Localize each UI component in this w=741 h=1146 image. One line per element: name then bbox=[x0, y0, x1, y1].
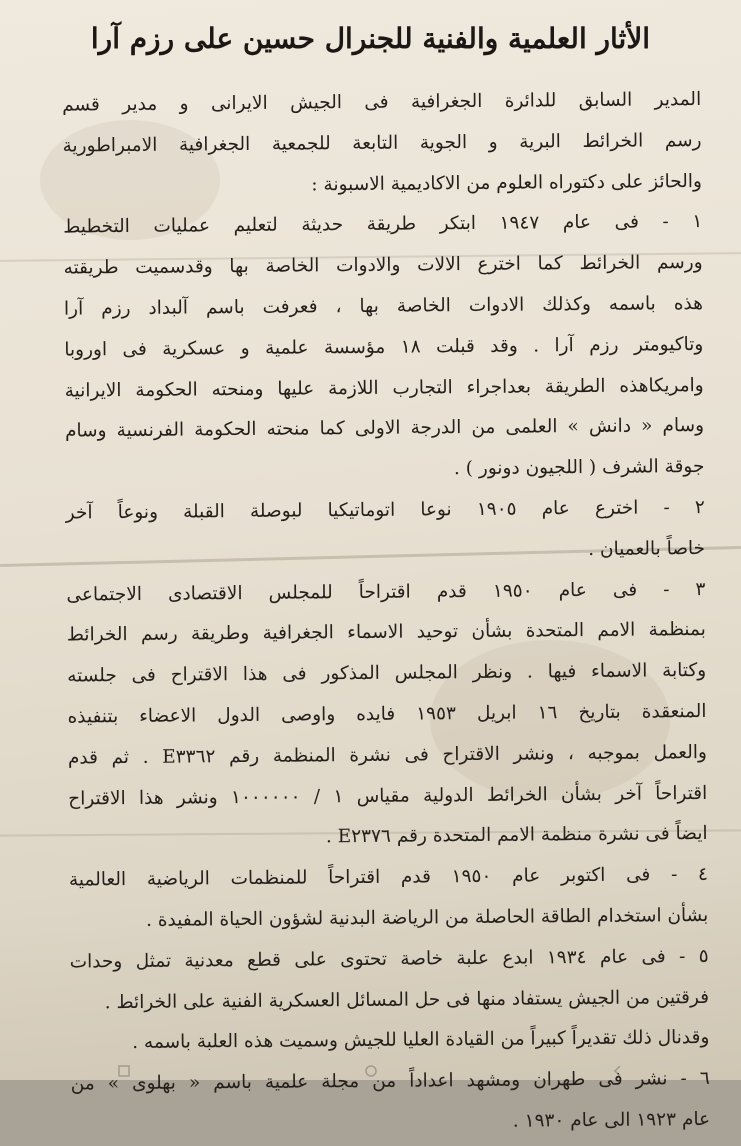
text-line: وسام « دانش » العلمى من الدرجة الاولى كما منحته الحكومة الفرنسية وسام bbox=[64, 415, 705, 442]
text-line: ١ - فى عام ١٩٤٧ ابتكر طريقة حديثة لتعليم عمليات التخطيط bbox=[63, 211, 703, 238]
text-line: ٣ - فى عام ١٩٥٠ قدم اقتراحاً للمجلس الاقتصادى الاجتماعى bbox=[66, 578, 706, 606]
text-line: وامريكاهذه الطريقة بعداجراء التجارب اللازمة عليها ومنحته الحكومة الايرانية bbox=[64, 374, 704, 402]
text-line: المدير السابق للدائرة الجغرافية فى الجيش الايرانى و مدير قسم bbox=[62, 88, 702, 116]
text-line: اقتراحاً آخر بشأن الخرائط الدولية مقياس ١ / ١٠٠٠٠٠٠ ونشر هذا الاقتراح bbox=[68, 782, 708, 810]
home-icon[interactable] bbox=[364, 1064, 378, 1078]
android-nav-bar bbox=[0, 1062, 741, 1080]
document-body bbox=[62, 80, 710, 1146]
text-line: رسم الخرائط البرية و الجوية التابعة للجمعية الجغرافية الامبراطورية bbox=[62, 129, 702, 157]
document-title: الأثار العلمية والفنية للجنرال حسين على رزم آرا bbox=[90, 22, 651, 55]
text-line: والعمل بموجبه ، ونشر الاقتراح فى نشرة المنظمة رقم E٣٣٦٢ . ثم قدم bbox=[67, 741, 707, 769]
text-line: خاصاً بالعميان . bbox=[588, 537, 706, 560]
text-line: والحائز على دكتوراه العلوم من الاكاديمية الاسبونة : bbox=[311, 170, 702, 195]
text-line: بمنظمة الامم المتحدة بشأن توحيد الاسماء الجغرافية وطريقة رسم الخرائط bbox=[66, 619, 706, 646]
text-line: ٥ - فى عام ١٩٣٤ ابدع علبة خاصة تحتوى على قطع معدنية تمثل وحدات bbox=[69, 945, 709, 973]
text-line: وكتابة الاسماء فيها . ونظر المجلس المذكور فى هذا الاقتراح فى جلسته bbox=[67, 660, 707, 687]
text-line: فرقتين من الجيش يستفاد منها فى حل المسائل العسكرية الفنية على الخرائط . bbox=[104, 986, 710, 1013]
text-line: بشأن استخدام الطاقة الحاصلة من الرياضة البدنية لشؤون الحياة المفيدة . bbox=[145, 904, 709, 931]
text-line: هذه باسمه وكذلك الادوات الخاصة بها ، فعرفت باسم آلبداد رزم آرا bbox=[63, 292, 704, 320]
text-line: ايضاً فى نشرة منظمة الامم المتحدة رقم E٢٣٧٦ . bbox=[325, 823, 708, 848]
text-line: عام ١٩٢٣ الى عام ١٩٣٠ . bbox=[512, 1108, 711, 1132]
text-line: ٦ - نشر فى طهران ومشهد اعداداً من مجلة علمية باسم « بهلوى » من bbox=[70, 1068, 710, 1095]
text-line: وتاكيومتر رزم آرا . وقد قبلت ١٨ مؤسسة علمية و عسكرية فى اوروبا bbox=[64, 333, 704, 361]
text-line: ٤ - فى اكتوبر عام ١٩٥٠ قدم اقتراحاً للمنظمات الرياضية العالمية bbox=[68, 864, 709, 891]
text-line: ورسم الخرائط كما اخترع الالات والادوات الخاصة بها وقدسميت طريقته bbox=[63, 252, 703, 279]
back-icon[interactable] bbox=[611, 1064, 625, 1078]
text-line: وقدنال ذلك تقديراً كبيراً من القيادة العليا للجيش وسميت هذه العلبة باسمه . bbox=[132, 1027, 710, 1054]
text-line: جوقة الشرف ( اللجيون دونور ) . bbox=[453, 456, 705, 480]
recent-apps-icon[interactable] bbox=[117, 1064, 131, 1078]
text-line: المنعقدة بتاريخ ١٦ ابريل ١٩٥٣ فايده واوصى الدول الاعضاء بتنفيذه bbox=[67, 700, 707, 728]
text-line: ٢ - اخترع عام ١٩٠٥ نوعا اتوماتيكيا لبوصلة القبلة ونوعاً آخر bbox=[65, 496, 705, 524]
